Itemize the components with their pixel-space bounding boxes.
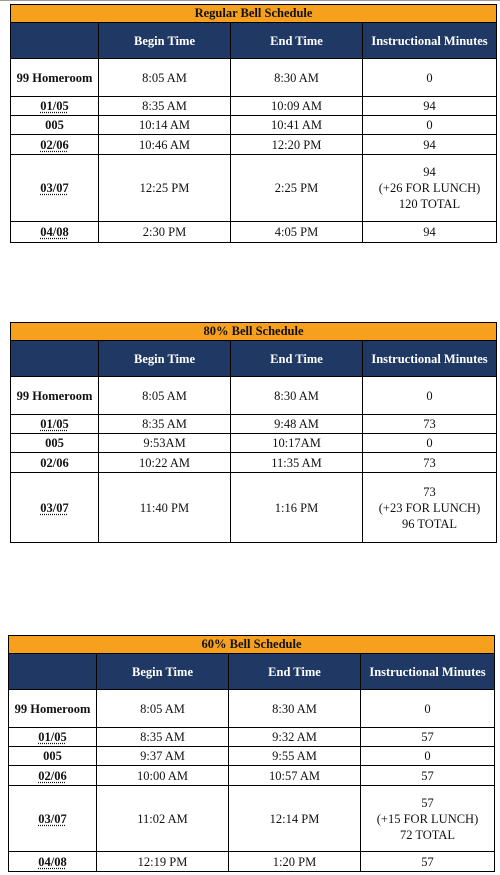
total-minutes: 120 TOTAL [398,197,461,211]
instructional-minutes-cell [363,59,497,97]
schedule-row [9,747,495,766]
schedule-row [11,116,497,135]
schedule-table [8,635,495,872]
schedule-row [9,852,495,872]
begin-time-cell: 8:35 AM [97,728,229,747]
period-cell [9,747,97,766]
instructional-minutes-cell [363,135,497,155]
minutes-value: 57 [421,854,434,869]
schedule-table [10,4,497,243]
period-label: 04/08 [38,854,67,869]
period-label: 04/08 [40,225,69,239]
period-label: 02/06 [40,455,69,470]
minutes-value: 0 [424,749,431,763]
header-begin-time: Begin Time [97,654,229,690]
header-end-time: End Time [231,341,363,377]
period-label: 005 [45,436,64,450]
schedule-row [11,377,497,415]
period-cell [11,473,99,543]
minutes-value: 94 [423,137,436,152]
minutes-value: 0 [426,436,433,450]
schedule-row [9,766,495,786]
minutes-value: 57 [421,768,434,783]
end-time-cell: 12:14 PM [229,786,361,852]
begin-time-cell: 10:46 AM [99,135,231,155]
period-label: 03/07 [40,500,69,515]
period-cell [11,116,99,135]
lunch-note: (+26 FOR LUNCH) [378,181,481,195]
schedule-title-row [11,323,497,341]
minutes-value: 57 [421,730,434,744]
header-instructional-minutes: Instructional Minutes [361,654,495,690]
header-instructional-minutes: Instructional Minutes [363,23,497,59]
end-time-cell: 10:17AM [231,434,363,453]
minutes-value: 0 [426,118,433,132]
end-time-cell: 8:30 AM [231,377,363,415]
header-end-time: End Time [231,23,363,59]
period-label: 01/05 [40,417,69,431]
begin-time-cell: 8:05 AM [99,59,231,97]
begin-time-cell: 12:25 PM [99,155,231,222]
period-cell [9,852,97,872]
header-period [11,23,99,59]
minutes-value: 94 [423,165,436,179]
period-cell [9,728,97,747]
period-label: 03/07 [38,811,67,826]
begin-time-cell: 10:14 AM [99,116,231,135]
period-cell [11,97,99,116]
60-percent-bell-schedule [8,635,495,872]
instructional-minutes-cell [363,434,497,453]
minutes-value: 0 [426,388,433,403]
instructional-minutes-cell [363,116,497,135]
period-cell [11,59,99,97]
end-time-cell: 8:30 AM [231,59,363,97]
begin-time-cell: 8:35 AM [99,97,231,116]
instructional-minutes-cell [363,473,497,543]
period-label: 99 Homeroom [16,388,93,403]
minutes-value: 0 [424,701,431,716]
instructional-minutes-cell [363,415,497,434]
begin-time-cell: 10:22 AM [99,453,231,473]
end-time-cell: 8:30 AM [229,690,361,728]
header-period [11,341,99,377]
total-minutes: 96 TOTAL [401,516,458,531]
end-time-cell: 9:55 AM [229,747,361,766]
end-time-cell: 10:57 AM [229,766,361,786]
period-label: 03/07 [40,181,69,195]
end-time-cell: 10:09 AM [231,97,363,116]
schedule-row [11,135,497,155]
period-cell [11,415,99,434]
end-time-cell: 2:25 PM [231,155,363,222]
begin-time-cell: 11:02 AM [97,786,229,852]
period-label: 99 Homeroom [14,701,91,716]
instructional-minutes-cell [361,728,495,747]
header-row [11,23,497,59]
schedule-row [11,155,497,222]
schedule-row [11,415,497,434]
header-begin-time: Begin Time [99,341,231,377]
begin-time-cell: 8:35 AM [99,415,231,434]
header-row [11,341,497,377]
header-row [9,654,495,690]
instructional-minutes-cell [363,453,497,473]
instructional-minutes-cell [361,747,495,766]
schedule-row [11,59,497,97]
begin-time-cell: 12:19 PM [97,852,229,872]
instructional-minutes-cell [363,222,497,243]
minutes-value: 94 [423,99,436,113]
schedule-row [11,473,497,543]
schedule-title: 80% Bell Schedule [11,323,497,341]
period-cell [11,135,99,155]
header-begin-time: Begin Time [99,23,231,59]
schedule-row [11,434,497,453]
period-cell [11,434,99,453]
period-cell [11,155,99,222]
end-time-cell: 4:05 PM [231,222,363,243]
instructional-minutes-cell [361,766,495,786]
instructional-minutes-cell [363,97,497,116]
lunch-note: (+15 FOR LUNCH) [376,811,479,826]
end-time-cell: 1:16 PM [231,473,363,543]
period-cell [11,377,99,415]
schedule-row [11,453,497,473]
end-time-cell: 1:20 PM [229,852,361,872]
schedule-table [10,322,497,543]
instructional-minutes-cell [361,786,495,852]
instructional-minutes-cell [363,377,497,415]
total-minutes: 72 TOTAL [399,827,456,842]
schedule-row [9,690,495,728]
period-label: 02/06 [38,768,67,783]
period-cell [11,222,99,243]
period-label: 01/05 [38,730,67,744]
minutes-value: 73 [423,484,436,499]
minutes-value: 57 [421,795,434,810]
period-cell [9,766,97,786]
end-time-cell: 12:20 PM [231,135,363,155]
end-time-cell: 10:41 AM [231,116,363,135]
minutes-value: 73 [423,455,436,470]
period-cell [11,453,99,473]
header-period [9,654,97,690]
header-end-time: End Time [229,654,361,690]
minutes-value: 0 [426,70,433,85]
schedule-row [11,222,497,243]
header-instructional-minutes: Instructional Minutes [363,341,497,377]
minutes-value: 73 [423,417,436,431]
begin-time-cell: 8:05 AM [99,377,231,415]
begin-time-cell: 9:37 AM [97,747,229,766]
schedule-row [11,97,497,116]
begin-time-cell: 10:00 AM [97,766,229,786]
instructional-minutes-cell [361,852,495,872]
end-time-cell: 9:48 AM [231,415,363,434]
period-cell [9,786,97,852]
lunch-note: (+23 FOR LUNCH) [378,500,481,515]
schedule-row [9,728,495,747]
period-label: 005 [45,118,64,132]
schedule-row [9,786,495,852]
schedule-title-row [9,636,495,654]
end-time-cell: 11:35 AM [231,453,363,473]
period-label: 01/05 [40,99,69,113]
instructional-minutes-cell [361,690,495,728]
period-label: 005 [43,749,62,763]
begin-time-cell: 8:05 AM [97,690,229,728]
minutes-value: 94 [423,225,436,239]
begin-time-cell: 2:30 PM [99,222,231,243]
begin-time-cell: 9:53AM [99,434,231,453]
schedule-title: 60% Bell Schedule [9,636,495,654]
period-cell [9,690,97,728]
period-label: 02/06 [40,137,69,152]
schedule-title-row [11,5,497,23]
80-percent-bell-schedule [10,322,497,543]
begin-time-cell: 11:40 PM [99,473,231,543]
instructional-minutes-cell [363,155,497,222]
schedule-title: Regular Bell Schedule [11,5,497,23]
regular-bell-schedule [10,4,497,243]
period-label: 99 Homeroom [16,70,93,85]
end-time-cell: 9:32 AM [229,728,361,747]
